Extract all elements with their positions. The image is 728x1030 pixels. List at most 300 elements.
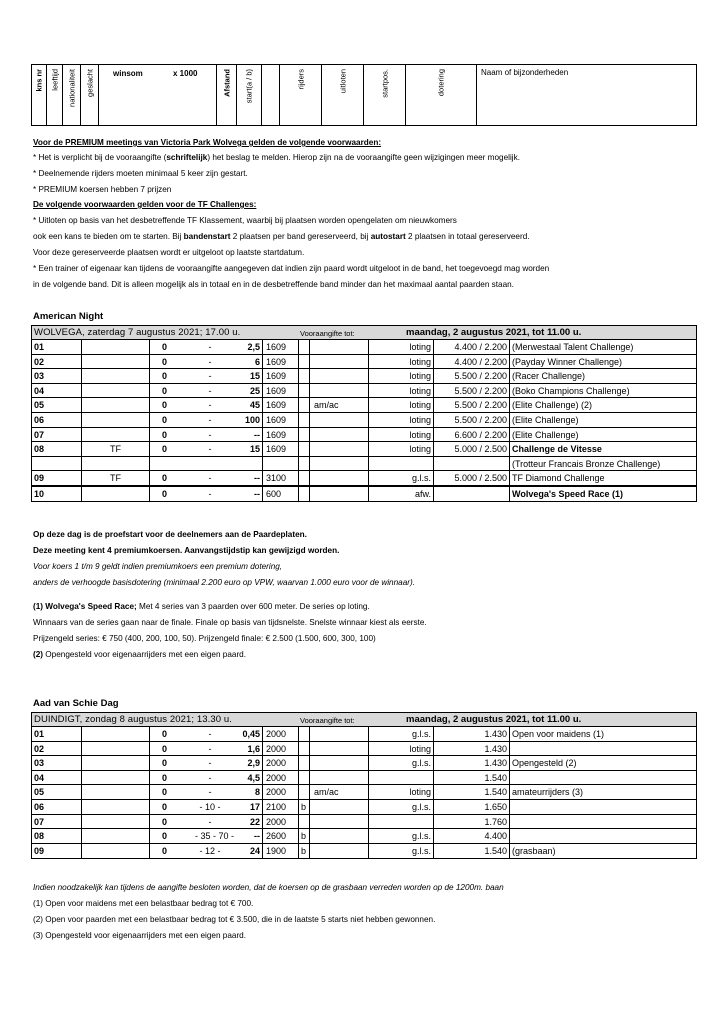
meeting-1-note-8: (2) Opengesteld voor eigenaarrijders met een eigen paard. — [33, 650, 247, 659]
race-start-type — [299, 398, 310, 412]
race-dotering: 1.430 — [434, 727, 510, 741]
race-distance: 600 — [263, 487, 299, 501]
meeting-2-title: Aad van Schie Dag — [33, 698, 119, 709]
race-rijders — [310, 442, 369, 456]
race-uitloten: loting — [369, 413, 434, 427]
race-category — [82, 369, 150, 383]
race-category — [82, 771, 150, 785]
race-uitloten: loting — [369, 369, 434, 383]
race-row — [32, 844, 696, 859]
race-number: 04 — [32, 384, 82, 398]
race-uitloten — [369, 815, 434, 829]
race-row — [32, 369, 696, 384]
race-dotering: 1.650 — [434, 800, 510, 814]
race-rijders — [310, 487, 369, 501]
winsom-w0: 0 — [162, 831, 168, 842]
winsom-wd: - — [208, 758, 212, 769]
race-name — [510, 815, 698, 829]
race-start-type — [299, 428, 310, 442]
race-category — [82, 340, 150, 354]
winsom-wv: 1,6 — [247, 743, 260, 754]
tf-condition-2: ook een kans te bieden om te starten. Bij bandenstart 2 plaatsen per band gereserveerd, bij autostart 2 plaatsen in totaal gereserveerd. — [33, 232, 530, 241]
race-winsom — [150, 384, 263, 398]
race-distance: 2600 — [263, 829, 299, 843]
race-start-type — [299, 369, 310, 383]
race-start-type: b — [299, 800, 310, 814]
meeting-1-deadline: maandag, 2 augustus 2021, tot 11.00 u. — [406, 327, 582, 338]
winsom-w0: 0 — [162, 816, 168, 827]
race-row — [32, 785, 696, 800]
winsom-wd: - — [208, 772, 212, 783]
winsom-wd: - — [208, 473, 212, 484]
winsom-w0: 0 — [162, 429, 168, 440]
meeting-1-location: WOLVEGA, zaterdag 7 augustus 2021; 17.00 u. — [34, 327, 241, 338]
race-winsom — [150, 340, 263, 354]
race-number: 01 — [32, 340, 82, 354]
premium-conditions-title: Voor de PREMIUM meetings van Victoria Park Wolvega gelden de volgende voorwaarden: — [33, 138, 382, 147]
winsom-wv: 2,5 — [247, 342, 260, 352]
race-rijders — [310, 727, 369, 741]
race-category — [82, 457, 150, 471]
winsom-wv: 15 — [249, 444, 260, 455]
race-distance: 1609 — [263, 398, 299, 412]
race-start-type — [299, 413, 310, 427]
race-category — [82, 844, 150, 859]
race-dotering: 5.500 / 2.200 — [434, 384, 510, 398]
winsom-wd: - 12 - — [199, 845, 221, 856]
meeting-1-vooraangifte-label: Vooraangifte tot: — [300, 329, 355, 338]
race-number: 05 — [32, 785, 82, 799]
meeting-2-note-3: (2) Open voor paarden met een belastbaar bedrag tot € 3.500, die in de laatste 5 starts niet hebben gewonnen. — [33, 915, 436, 924]
col-uitloten: uitloten — [322, 65, 364, 125]
winsom-wv: 100 — [244, 414, 260, 425]
race-distance: 1609 — [263, 340, 299, 354]
winsom-wd: - 10 - — [199, 801, 221, 812]
race-start-type — [299, 457, 310, 471]
race-rijders — [310, 355, 369, 369]
race-row — [32, 413, 696, 428]
race-dotering: 1.540 — [434, 844, 510, 859]
race-rijders — [310, 829, 369, 843]
race-dotering: 1.540 — [434, 771, 510, 785]
race-winsom — [150, 815, 263, 829]
tf-conditions-title: De volgende voorwaarden gelden voor de TF Challenges: — [33, 200, 257, 209]
race-uitloten: loting — [369, 398, 434, 412]
race-number: 07 — [32, 815, 82, 829]
race-uitloten: loting — [369, 785, 434, 799]
race-dotering: 4.400 / 2.200 — [434, 355, 510, 369]
meeting-2-table — [31, 712, 697, 859]
race-uitloten: g.l.s. — [369, 756, 434, 770]
winsom-wv: 4,5 — [247, 772, 260, 783]
race-start-type — [299, 355, 310, 369]
race-start-type — [299, 771, 310, 785]
race-category — [82, 785, 150, 799]
winsom-wd: - — [208, 356, 212, 367]
race-row — [32, 355, 696, 370]
winsom-wv: 17 — [249, 801, 260, 812]
race-name: amateurrijders (3) — [512, 787, 584, 798]
race-number: 04 — [32, 771, 82, 785]
race-category — [82, 428, 150, 442]
race-category — [82, 829, 150, 843]
race-uitloten: loting — [369, 384, 434, 398]
meeting-1-title: American Night — [33, 311, 104, 322]
race-number: 06 — [32, 413, 82, 427]
race-dotering: 1.430 — [434, 756, 510, 770]
col-leeftijd: leeftijd — [47, 65, 63, 125]
col-winsom: winsom x 1000 — [99, 65, 217, 125]
col-naam: Naam of bijzonderheden — [481, 68, 569, 77]
race-name: (Trotteur Francais Bronze Challenge) — [512, 458, 661, 469]
race-category — [82, 727, 150, 741]
meeting-2-note-4: (3) Opengesteld voor eigenaarrijders met een eigen paard. — [33, 931, 247, 940]
race-name: Wolvega's Speed Race (1) — [512, 488, 624, 499]
tf-condition-3: Voor deze gereserveerde plaatsen wordt er uitgeloot op laatste startdatum. — [33, 248, 305, 257]
race-name: (Elite Challenge) — [512, 429, 579, 440]
winsom-wd: - — [208, 787, 212, 798]
winsom-w0: 0 — [162, 772, 168, 783]
tf-condition-1: * Uitloten op basis van het desbetreffende TF Klassement, waarbij bij plaatsen worden opengelaten om nieuwkomers — [33, 216, 457, 225]
meeting-1-note-1: Op deze dag is de proefstart voor de deelnemers aan de Paardeplaten. — [33, 530, 307, 539]
race-dotering: 1.760 — [434, 815, 510, 829]
race-winsom — [150, 442, 263, 456]
race-winsom — [150, 471, 263, 485]
race-winsom — [150, 785, 263, 799]
race-number: 03 — [32, 756, 82, 770]
race-distance: 3100 — [263, 471, 299, 485]
race-category — [82, 413, 150, 427]
race-name: Open voor maidens (1) — [512, 729, 605, 739]
race-winsom — [150, 742, 263, 756]
col-geslacht: geslacht — [81, 65, 99, 125]
race-name: (Racer Challenge) — [512, 371, 586, 382]
race-category: TF — [82, 442, 150, 456]
race-dotering: 1.430 — [434, 742, 510, 756]
premium-condition-2: * Deelnemende rijders moeten minimaal 5 keer zijn gestart. — [33, 169, 248, 178]
race-name — [510, 771, 698, 785]
race-dotering: 5.500 / 2.200 — [434, 413, 510, 427]
winsom-wv: 45 — [249, 400, 260, 411]
race-uitloten: g.l.s. — [369, 844, 434, 859]
race-uitloten: loting — [369, 340, 434, 354]
race-number: 09 — [32, 844, 82, 859]
race-winsom — [150, 727, 263, 741]
meeting-1-note-3: Voor koers 1 t/m 9 geldt indien premiumkoers een premium dotering, — [33, 562, 283, 571]
meeting-1-note-5: (1) Wolvega's Speed Race; Met 4 series van 3 paarden over 600 meter. De series op loting. — [33, 602, 370, 611]
race-distance: 1609 — [263, 442, 299, 456]
tf-condition-4: * Een trainer of eigenaar kan tijdens de vooraangifte aangegeven dat indien zijn paard wordt uitgeloot in de band, het toegevoegd mag worden — [33, 264, 550, 273]
race-uitloten — [369, 457, 434, 471]
winsom-w0: 0 — [162, 729, 168, 739]
col-afstand: Afstand — [217, 65, 237, 125]
winsom-wv: 8 — [254, 787, 260, 798]
race-dotering: 5.500 / 2.200 — [434, 369, 510, 383]
winsom-w0: 0 — [162, 845, 168, 856]
race-rijders — [310, 471, 369, 485]
race-rijders — [310, 384, 369, 398]
winsom-w0: 0 — [162, 488, 168, 499]
meeting-2-location: DUINDIGT, zondag 8 augustus 2021; 13.30 u. — [34, 714, 233, 725]
winsom-wv: 24 — [249, 845, 260, 856]
race-winsom — [150, 771, 263, 785]
race-category — [82, 742, 150, 756]
winsom-wv: 2,9 — [247, 758, 260, 769]
race-row — [32, 340, 696, 355]
race-number: 07 — [32, 428, 82, 442]
winsom-w0: 0 — [162, 385, 168, 396]
race-uitloten: g.l.s. — [369, 829, 434, 843]
race-dotering: 6.600 / 2.200 — [434, 428, 510, 442]
race-distance: 1900 — [263, 844, 299, 859]
race-category — [82, 815, 150, 829]
race-category — [82, 487, 150, 501]
race-rijders — [310, 742, 369, 756]
winsom-wd: - — [208, 385, 212, 396]
race-distance: 2000 — [263, 815, 299, 829]
race-name — [510, 742, 698, 756]
meeting-1-table — [31, 325, 697, 502]
winsom-wv: -- — [254, 473, 260, 484]
race-number: 08 — [32, 442, 82, 456]
race-row — [32, 398, 696, 413]
race-name — [510, 829, 698, 843]
winsom-w0: 0 — [162, 758, 168, 769]
winsom-wd: - 35 - 70 - — [195, 831, 235, 842]
column-header-table — [31, 64, 697, 126]
race-start-type — [299, 727, 310, 741]
race-rijders — [310, 800, 369, 814]
premium-condition-3: * PREMIUM koersen hebben 7 prijzen — [33, 185, 172, 194]
meeting-1-note-4: anders de verhoogde basisdotering (minimaal 2.200 euro op VPW, waarvan 1.000 euro voor de winnaar). — [33, 578, 416, 587]
meeting-1-header — [32, 326, 696, 340]
race-rijders — [310, 369, 369, 383]
winsom-wd: - — [208, 816, 212, 827]
race-start-type — [299, 742, 310, 756]
race-row — [32, 815, 696, 830]
winsom-wv: -- — [254, 488, 260, 499]
winsom-wd: - — [208, 488, 212, 499]
winsom-w0: 0 — [162, 444, 168, 455]
winsom-w0: 0 — [162, 801, 168, 812]
race-dotering: 4.400 — [434, 829, 510, 843]
col-dotering: dotering — [406, 65, 477, 125]
winsom-wv: 0,45 — [242, 729, 260, 739]
winsom-w0: 0 — [162, 743, 168, 754]
race-row — [32, 800, 696, 815]
race-dotering: 4.400 / 2.200 — [434, 340, 510, 354]
race-category — [82, 398, 150, 412]
meeting-2-note-1: Indien noodzakelijk kan tijdens de aangifte besloten worden, dat de koersen op de grasbaan verreden worden op de 1200m. baan — [33, 883, 504, 892]
winsom-wd: - — [208, 414, 212, 425]
race-number: 03 — [32, 369, 82, 383]
col-start: start(a / b) — [237, 65, 262, 125]
winsom-w0: 0 — [162, 400, 168, 411]
race-rijders — [310, 457, 369, 471]
winsom-w0: 0 — [162, 787, 168, 798]
race-number: 02 — [32, 742, 82, 756]
race-row — [32, 829, 696, 844]
race-distance: 2000 — [263, 785, 299, 799]
race-name: (Merwestaal Talent Challenge) — [512, 342, 634, 352]
race-start-type: b — [299, 829, 310, 843]
winsom-wv: 25 — [249, 385, 260, 396]
race-start-type — [299, 487, 310, 501]
race-rijders — [310, 413, 369, 427]
meeting-2-deadline: maandag, 2 augustus 2021, tot 11.00 u. — [406, 714, 582, 725]
meeting-2-note-2: (1) Open voor maidens met een belastbaar bedrag tot € 700. — [33, 899, 254, 908]
race-start-type — [299, 442, 310, 456]
race-row — [32, 771, 696, 786]
race-row — [32, 756, 696, 771]
winsom-wd: - — [208, 429, 212, 440]
meeting-1-note-2: Deze meeting kent 4 premiumkoersen. Aanvangstijdstip kan gewijzigd worden. — [33, 546, 340, 555]
race-rijders: am/ac — [310, 785, 369, 799]
race-distance: 1609 — [263, 428, 299, 442]
race-dotering: 5.000 / 2.500 — [434, 442, 510, 456]
race-start-type — [299, 815, 310, 829]
race-winsom — [150, 398, 263, 412]
race-start-type: b — [299, 844, 310, 859]
winsom-wv: 15 — [249, 371, 260, 382]
race-rijders — [310, 340, 369, 354]
race-uitloten — [369, 771, 434, 785]
race-dotering: 5.000 / 2.500 — [434, 471, 510, 485]
race-winsom — [150, 457, 263, 471]
race-winsom — [150, 800, 263, 814]
race-row — [32, 384, 696, 399]
race-distance — [263, 457, 299, 471]
winsom-wv: -- — [254, 429, 260, 440]
race-name: (Payday Winner Challenge) — [512, 356, 623, 367]
winsom-w0: 0 — [162, 356, 168, 367]
race-number: 01 — [32, 727, 82, 741]
race-rijders: am/ac — [310, 398, 369, 412]
col-kns-nr: kns nr — [32, 65, 47, 125]
race-winsom — [150, 413, 263, 427]
race-uitloten: g.l.s. — [369, 727, 434, 741]
race-start-type — [299, 471, 310, 485]
race-uitloten: afw. — [369, 487, 434, 501]
race-winsom — [150, 756, 263, 770]
race-row — [32, 471, 696, 486]
race-dotering: 5.500 / 2.200 — [434, 398, 510, 412]
winsom-wd: - — [208, 743, 212, 754]
race-rijders — [310, 428, 369, 442]
race-start-type — [299, 384, 310, 398]
race-winsom — [150, 428, 263, 442]
race-name: (Elite Challenge) — [512, 414, 579, 425]
race-row — [32, 428, 696, 443]
meeting-1-note-7: Prijzengeld series: € 750 (400, 200, 100, 50). Prijzengeld finale: € 2.500 (1.500, 600, 300, 100) — [33, 634, 376, 643]
race-winsom — [150, 487, 263, 501]
race-uitloten: loting — [369, 355, 434, 369]
race-rijders — [310, 815, 369, 829]
race-category — [82, 800, 150, 814]
race-distance: 2000 — [263, 756, 299, 770]
meeting-2-vooraangifte-label: Vooraangifte tot: — [300, 716, 355, 725]
winsom-wd: - — [208, 444, 212, 455]
col-rijders: rijders — [280, 65, 322, 125]
race-dotering — [434, 457, 510, 471]
race-number: 06 — [32, 800, 82, 814]
race-name — [510, 800, 698, 814]
col-nationaliteit: nationaliteit — [63, 65, 81, 125]
race-row — [32, 742, 696, 757]
race-category — [82, 384, 150, 398]
meeting-1-note-6: Winnaars van de series gaan naar de finale. Finale op basis van tijdsnelste. Snelste winnaar kiest als eerste. — [33, 618, 427, 627]
race-number: 02 — [32, 355, 82, 369]
race-row — [32, 457, 696, 472]
race-number — [32, 457, 82, 471]
winsom-wv: 6 — [254, 356, 260, 367]
winsom-wv: -- — [254, 831, 260, 842]
race-rijders — [310, 844, 369, 859]
race-uitloten: g.l.s. — [369, 471, 434, 485]
race-name: (Boko Champions Challenge) — [512, 385, 630, 396]
winsom-wd: - — [208, 400, 212, 411]
race-name: TF Diamond Challenge — [512, 473, 605, 484]
race-name: (grasbaan) — [512, 845, 556, 856]
race-start-type — [299, 785, 310, 799]
race-number: 08 — [32, 829, 82, 843]
race-name: Challenge de Vitesse — [512, 444, 602, 455]
race-winsom — [150, 369, 263, 383]
race-distance: 2100 — [263, 800, 299, 814]
race-winsom — [150, 829, 263, 843]
race-distance: 2000 — [263, 742, 299, 756]
race-rijders — [310, 771, 369, 785]
race-number: 05 — [32, 398, 82, 412]
race-distance: 1609 — [263, 369, 299, 383]
winsom-w0: 0 — [162, 371, 168, 382]
winsom-wd: - — [208, 729, 212, 739]
race-number: 09 — [32, 471, 82, 485]
race-distance: 2000 — [263, 771, 299, 785]
race-distance: 1609 — [263, 384, 299, 398]
race-winsom — [150, 355, 263, 369]
race-number: 10 — [32, 487, 82, 501]
winsom-w0: 0 — [162, 473, 168, 484]
winsom-wd: - — [208, 371, 212, 382]
race-name: Opengesteld (2) — [512, 758, 577, 769]
race-row — [32, 727, 696, 742]
race-uitloten: loting — [369, 442, 434, 456]
col-startpos: startpos. — [364, 65, 406, 125]
race-uitloten: g.l.s. — [369, 800, 434, 814]
race-category — [82, 355, 150, 369]
race-start-type — [299, 340, 310, 354]
race-distance: 2000 — [263, 727, 299, 741]
winsom-wv: 22 — [249, 816, 260, 827]
race-rijders — [310, 756, 369, 770]
race-uitloten: loting — [369, 742, 434, 756]
race-row — [32, 442, 696, 457]
tf-condition-5: in de volgende band. Dit is alleen mogelijk als in totaal en in de desbetreffende band minder dan het maximaal aantal paarden staan. — [33, 280, 514, 289]
winsom-w0: 0 — [162, 414, 168, 425]
race-dotering — [434, 487, 510, 501]
meeting-2-header — [32, 713, 696, 727]
race-category — [82, 756, 150, 770]
race-winsom — [150, 844, 263, 859]
race-name: (Elite Challenge) (2) — [512, 400, 593, 411]
race-uitloten: loting — [369, 428, 434, 442]
race-distance: 1609 — [263, 413, 299, 427]
race-start-type — [299, 756, 310, 770]
winsom-w0: 0 — [162, 342, 168, 352]
premium-condition-1: * Het is verplicht bij de vooraangifte (schriftelijk) het beslag te melden. Hierop zijn na de vooraangifte geen wijzigingen meer mogelijk. — [33, 153, 520, 162]
race-dotering: 1.540 — [434, 785, 510, 799]
